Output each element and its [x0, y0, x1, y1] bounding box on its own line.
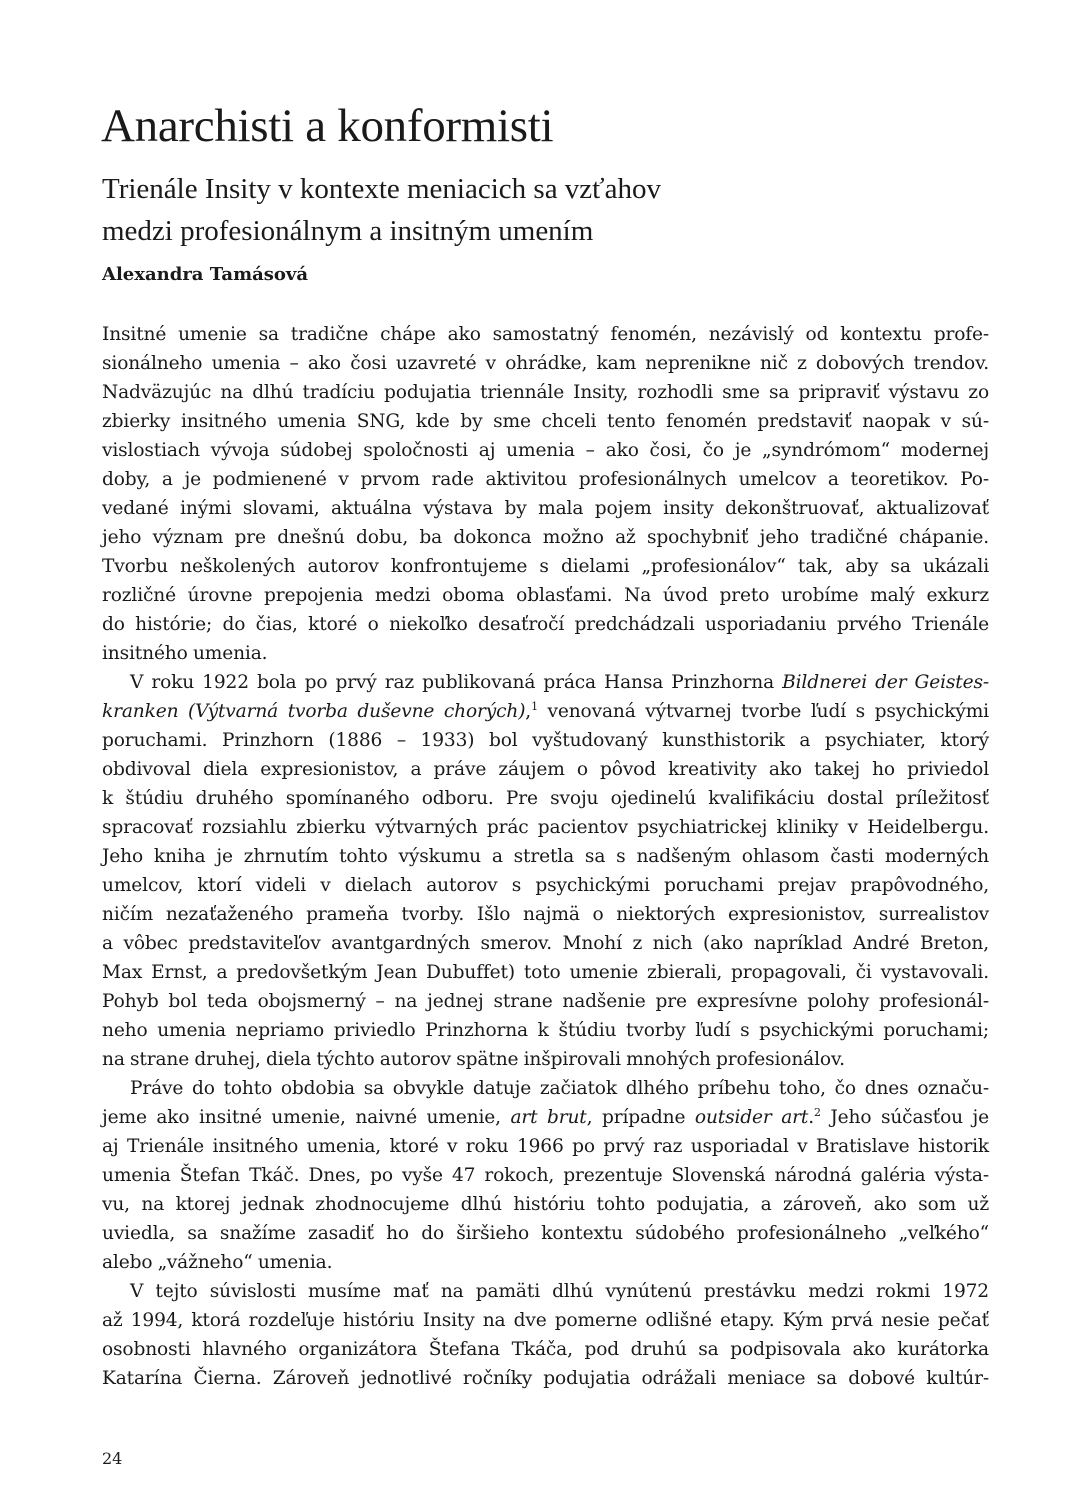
page-number: 24: [102, 1449, 123, 1468]
text-line: vu, na ktorej jednak zhodnocujeme dlhú históriu tohto podujatia, a zároveň, ako som už: [102, 1194, 989, 1215]
text-line: [102, 1103, 989, 1132]
text-line: Práve do tohto obdobia sa obvykle datuje začiatok dlhého príbehu toho, čo dnes označu-: [130, 1078, 989, 1099]
text-line: [102, 668, 989, 697]
text-line: Katarína Čierna. Zároveň jednotlivé ročníky podujatia odrážali meniace sa dobové kultúr-: [102, 1368, 989, 1389]
text-line: insitného umenia.: [102, 643, 268, 664]
text-line: Max Ernst, a predovšetkým Jean Dubuffet) toto umenie zbierali, propagovali, či vystavovali.: [102, 962, 989, 983]
text-run: , prípadne: [586, 1107, 695, 1128]
footnote-marker[interactable]: 2: [813, 1105, 821, 1119]
text-line: poruchami. Prinzhorn (1886 – 1933) bol vyštudovaný kunsthistorik a psychiater, ktorý: [102, 730, 989, 751]
text-line: Nadväzujúc na dlhú tradíciu podujatia triennále Insity, rozhodli sme sa pripraviť výstavu zo: [102, 382, 989, 403]
subtitle-line: Trienále Insity v kontexte meniacich sa vzťahov: [102, 173, 661, 205]
text-line: umelcov, ktorí videli v dielach autorov s psychickými poruchami prejav prapôvodného,: [102, 875, 989, 896]
text-line: Jeho kniha je zhrnutím tohto výskumu a stretla sa s nadšeným ohlasom časti moderných: [102, 846, 989, 867]
text-line: sionálneho umenia – ako čosi uzavreté v ohrádke, kam neprenikne nič z dobových trendov.: [102, 353, 989, 374]
subtitle-line: medzi profesionálnym a insitným umením: [102, 215, 594, 247]
text-line: Tvorbu neškolených autorov konfrontujeme s dielami „profesionálov“ tak, aby sa ukázali: [102, 556, 989, 577]
text-line: aj Trienále insitného umenia, ktoré v roku 1966 po prvý raz usporiadal v Bratislave historik: [102, 1136, 989, 1157]
text-line: spracovať rozsiahlu zbierku výtvarných prác pacientov psychiatrickej kliniky v Heidelbergu.: [102, 817, 989, 838]
text-run: V roku 1922 bola po prvý raz publikovaná práca Hansa Prinzhorna: [130, 672, 783, 693]
text-line: kranken (Výtvarná tvorba duševne chorých),$^1$ venovaná výtvarnej tvorbe ľudí s psychickými: [102, 699, 989, 722]
text-line: V tejto súvislosti musíme mať na pamäti dlhú vynútenú prestávku medzi rokmi 1972: [130, 1281, 989, 1302]
term-italic: art brut: [510, 1107, 587, 1128]
text-run: venovaná výtvarnej tvorbe ľudí s psychickými: [537, 701, 989, 722]
term-italic: outsider art: [694, 1107, 809, 1128]
text-line: osobnosti hlavného organizátora Štefana Tkáča, pod druhú sa podpisovala ako kurátorka: [102, 1339, 989, 1360]
book-title: kranken (Výtvarná tvorba duševne chorých): [102, 701, 526, 722]
text-line: Insitné umenie sa tradične chápe ako samostatný fenomén, nezávislý od kontextu profe-: [102, 324, 989, 345]
text-line: na strane druhej, diela týchto autorov spätne inšpirovali mnohých profesionálov.: [102, 1049, 845, 1070]
paragraph-4: [102, 1277, 989, 1393]
text-line: doby, a je podmienené v prvom rade aktivitou profesionálnych umelcov a teoretikov. Po-: [102, 469, 989, 490]
text-line: jeho význam pre dnešnú dobu, ba dokonca možno až spochybniť jeho tradičné chápanie.: [102, 527, 989, 548]
text-line: uviedla, sa snažíme zasadiť ho do širšieho kontextu súdobého profesionálneho „veľkého“: [102, 1223, 989, 1244]
text-line: a vôbec predstaviteľov avantgardných smerov. Mnohí z nich (ako napríklad André Breton,: [102, 933, 989, 954]
text-line: zbierky insitného umenia SNG, kde by sme chceli tento fenomén predstaviť naopak v sú-: [102, 411, 989, 432]
text-line: obdivoval diela expresionistov, a práve záujem o pôvod kreativity ako takej ho priviedol: [102, 759, 989, 780]
text-line: vislostiach vývoja súdobej spoločnosti aj umenia – ako čosi, čo je „syndrómom“ modernej: [102, 440, 989, 461]
text-line: umenia Štefan Tkáč. Dnes, po vyše 47 rokoch, prezentuje Slovenská národná galéria výsta-: [102, 1165, 989, 1186]
article-body: [102, 320, 989, 1393]
paragraph-1: [102, 320, 989, 668]
text-line: do histórie; do čias, ktoré o niekoľko desaťročí predchádzali usporiadaniu prvého Trienále: [102, 614, 989, 635]
text-line: Pohyb bol teda obojsmerný – na jednej strane nadšenie pre expresívne polohy profesionál-: [102, 991, 989, 1012]
text-run: jeme ako insitné umenie, naivné umenie,: [102, 1107, 511, 1128]
article-subtitle: [102, 168, 661, 252]
text-line: neho umenia nepriamo priviedlo Prinzhorna k štúdiu tvorby ľudí s psychickými poruchami;: [102, 1020, 989, 1041]
book-title: Bildnerei der Geistes-: [782, 672, 989, 693]
article-title: Anarchisti a konformisti: [101, 100, 554, 152]
text-line: alebo „vážneho“ umenia.: [102, 1252, 333, 1273]
footnote-marker[interactable]: 1: [531, 699, 538, 713]
text-line: až 1994, ktorá rozdeľuje históriu Insity na dve pomerne odlišné etapy. Kým prvá nesie pečať: [102, 1310, 989, 1331]
article-author: Alexandra Tamásová: [102, 264, 309, 285]
text-line: rozličné úrovne prepojenia medzi oboma oblasťami. Na úvod preto urobíme malý exkurz: [102, 585, 989, 606]
text-line: k štúdiu druhého spomínaného odboru. Pre svoju ojedinelú kvalifikáciu dostal príležitosť: [102, 788, 989, 809]
text-run: .: [808, 1107, 814, 1128]
text-line: vedané inými slovami, aktuálna výstava by mala pojem insity dekonštruovať, aktualizovať: [102, 498, 989, 519]
paragraph-3: [102, 1074, 989, 1277]
text-line: ničím nezaťaženého prameňa tvorby. Išlo najmä o niektorých expresionistov, surrealistov: [102, 904, 989, 925]
text-run: Jeho súčasťou je: [820, 1107, 989, 1128]
paragraph-2: [102, 668, 989, 1074]
